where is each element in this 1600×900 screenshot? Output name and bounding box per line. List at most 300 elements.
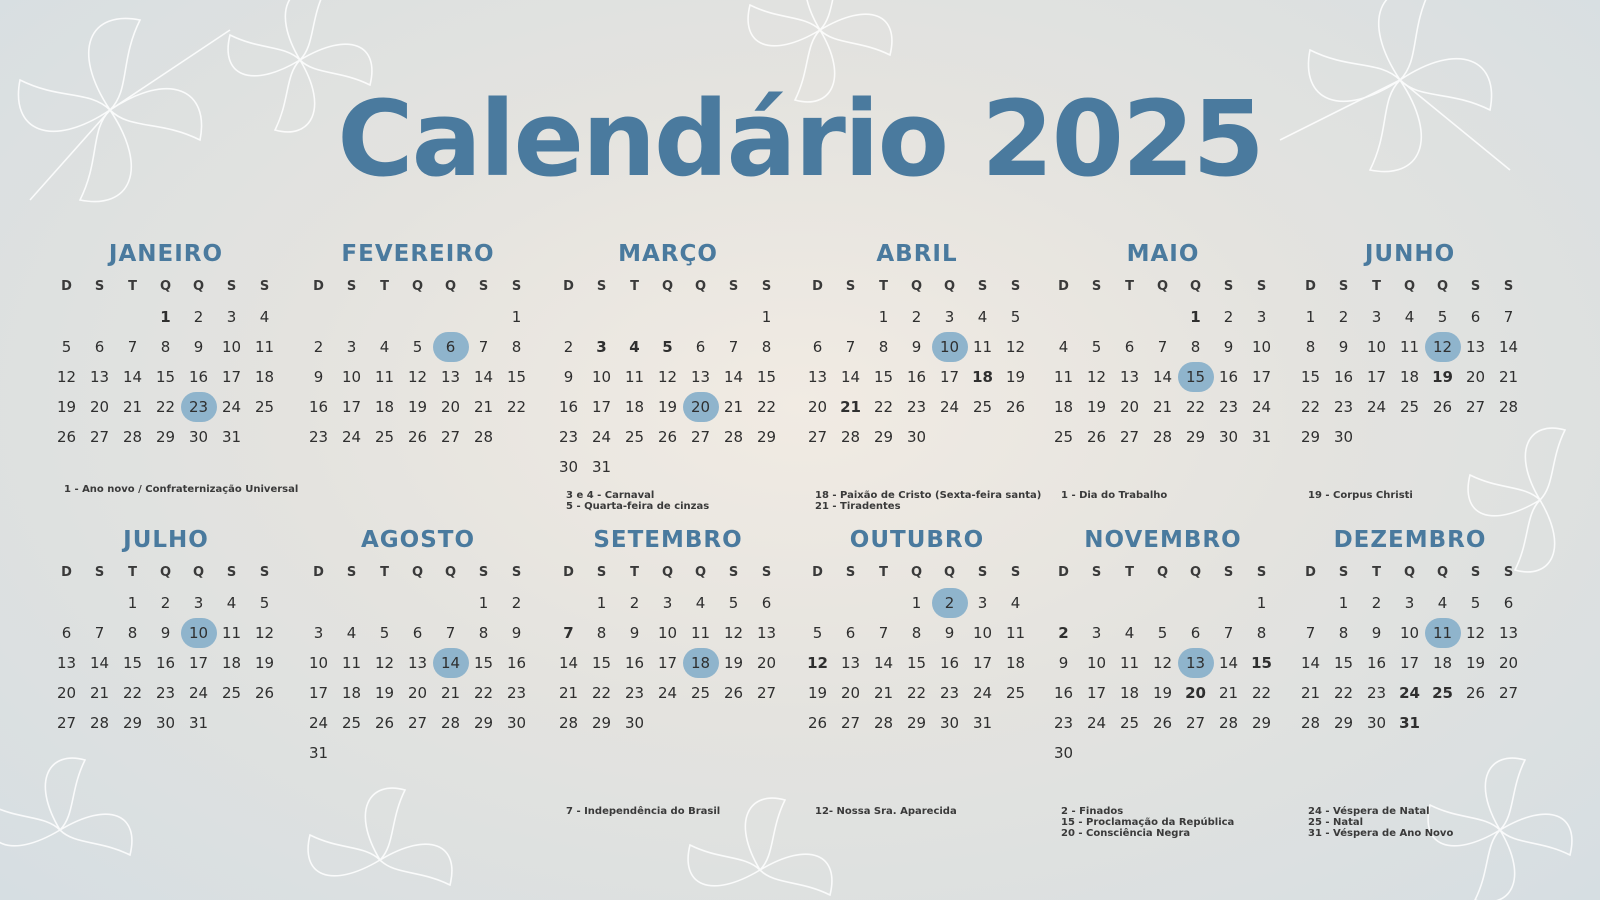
empty-cell <box>834 588 867 618</box>
weekday-label: Q <box>910 565 923 580</box>
day-cell: 27 <box>1185 714 1206 732</box>
day-cell: 17 <box>939 368 960 386</box>
day-cell: 14 <box>558 654 579 672</box>
day-cell: 30 <box>1333 428 1354 446</box>
day-cell: 26 <box>254 684 275 702</box>
weekday-label: T <box>128 565 137 580</box>
weekday-label: S <box>977 279 988 294</box>
day-cell: 18 <box>254 368 275 386</box>
holiday-notes <box>566 806 806 817</box>
day-grid <box>1047 558 1283 768</box>
weekday-label: S <box>478 279 489 294</box>
month-fevereiro <box>298 238 538 452</box>
day-cell: 15 <box>1300 368 1321 386</box>
holiday-note: 1 - Dia do Trabalho <box>1061 490 1168 501</box>
day-cell: 28 <box>473 428 494 446</box>
day-cell: 26 <box>1152 714 1173 732</box>
month-outubro <box>797 524 1037 738</box>
day-cell: 31 <box>221 428 242 446</box>
day-cell: 4 <box>346 624 357 642</box>
day-cell: 2 <box>629 594 640 612</box>
day-cell: 17 <box>1399 654 1420 672</box>
empty-cell <box>335 588 368 618</box>
day-cell: 15 <box>473 654 494 672</box>
day-cell: 25 <box>972 398 993 416</box>
day-cell: 28 <box>1218 714 1239 732</box>
day-cell: 6 <box>61 624 72 642</box>
day-cell: 21 <box>89 684 110 702</box>
weekday-label: S <box>596 279 607 294</box>
day-cell: 7 <box>127 338 138 356</box>
weekday-label: Q <box>1156 279 1169 294</box>
day-cell: 6 <box>1503 594 1514 612</box>
day-cell: 14 <box>723 368 744 386</box>
month-name: FEVEREIRO <box>341 241 495 267</box>
highlighted-day: 10 <box>182 618 215 648</box>
day-cell: 26 <box>657 428 678 446</box>
day-cell: 10 <box>308 654 329 672</box>
weekday-label: S <box>346 279 357 294</box>
day-cell: 2 <box>193 308 204 326</box>
day-cell: 23 <box>1218 398 1239 416</box>
day-cell: 28 <box>873 714 894 732</box>
day-cell: 14 <box>1152 368 1173 386</box>
holiday-day: 18 <box>972 368 993 386</box>
day-cell: 9 <box>911 338 922 356</box>
day-cell: 4 <box>695 594 706 612</box>
highlighted-day: 14 <box>434 648 467 678</box>
weekday-label: S <box>1223 565 1234 580</box>
day-cell: 2 <box>313 338 324 356</box>
empty-cell <box>467 302 500 332</box>
month-março <box>548 238 788 482</box>
day-cell: 25 <box>690 684 711 702</box>
weekday-label: Q <box>910 279 923 294</box>
day-cell: 14 <box>473 368 494 386</box>
day-cell: 30 <box>624 714 645 732</box>
day-cell: 29 <box>1251 714 1272 732</box>
day-cell: 21 <box>1152 398 1173 416</box>
day-cell: 3 <box>226 308 237 326</box>
day-cell: 30 <box>558 458 579 476</box>
day-cell: 14 <box>873 654 894 672</box>
day-cell: 23 <box>1366 684 1387 702</box>
holiday-note: 31 - Véspera de Ano Novo <box>1308 828 1454 839</box>
day-grid <box>1047 272 1283 452</box>
day-cell: 4 <box>226 594 237 612</box>
empty-cell <box>801 588 834 618</box>
day-cell: 19 <box>1005 368 1026 386</box>
day-cell: 9 <box>511 624 522 642</box>
weekday-label: S <box>845 279 856 294</box>
empty-cell <box>717 302 750 332</box>
highlighted-day: 20 <box>684 392 717 422</box>
day-cell: 1 <box>1338 594 1349 612</box>
day-cell: 21 <box>1218 684 1239 702</box>
weekday-label: S <box>761 565 772 580</box>
holiday-day: 21 <box>840 398 861 416</box>
day-cell: 10 <box>972 624 993 642</box>
empty-cell <box>302 302 335 332</box>
day-cell: 24 <box>188 684 209 702</box>
weekday-label: D <box>1058 279 1069 294</box>
day-cell: 10 <box>1251 338 1272 356</box>
day-cell: 26 <box>56 428 77 446</box>
day-cell: 17 <box>188 654 209 672</box>
weekday-label: Q <box>1403 565 1416 580</box>
weekday-label: S <box>1338 279 1349 294</box>
weekday-label: T <box>380 565 389 580</box>
month-junho <box>1290 238 1530 452</box>
day-grid <box>302 558 538 768</box>
weekday-label: S <box>1338 565 1349 580</box>
weekday-label: T <box>1372 565 1381 580</box>
day-cell: 2 <box>1223 308 1234 326</box>
holiday-day: 25 <box>1432 684 1453 702</box>
holiday-notes <box>815 490 1055 512</box>
day-cell: 28 <box>840 428 861 446</box>
empty-cell <box>401 302 434 332</box>
day-cell: 12 <box>1152 654 1173 672</box>
month-julho <box>46 524 286 738</box>
weekday-label: T <box>630 565 639 580</box>
day-cell: 23 <box>506 684 527 702</box>
day-cell: 21 <box>723 398 744 416</box>
day-cell: 26 <box>1086 428 1107 446</box>
empty-cell <box>83 302 116 332</box>
day-cell: 2 <box>160 594 171 612</box>
empty-cell <box>368 588 401 618</box>
day-cell: 27 <box>840 714 861 732</box>
day-cell: 15 <box>906 654 927 672</box>
weekday-label: D <box>563 279 574 294</box>
day-cell: 31 <box>1251 428 1272 446</box>
holiday-note: 7 - Independência do Brasil <box>566 806 721 817</box>
day-cell: 16 <box>939 654 960 672</box>
weekday-label: S <box>1256 279 1267 294</box>
day-cell: 19 <box>807 684 828 702</box>
day-cell: 7 <box>94 624 105 642</box>
holiday-note: 15 - Proclamação da República <box>1061 817 1235 828</box>
day-cell: 28 <box>1300 714 1321 732</box>
weekday-label: Q <box>694 565 707 580</box>
day-cell: 18 <box>341 684 362 702</box>
day-cell: 1 <box>511 308 522 326</box>
day-cell: 21 <box>473 398 494 416</box>
day-cell: 22 <box>122 684 143 702</box>
holiday-note: 12- Nossa Sra. Aparecida <box>815 806 957 817</box>
day-cell: 2 <box>1371 594 1382 612</box>
weekday-label: S <box>1091 279 1102 294</box>
day-cell: 22 <box>473 684 494 702</box>
month-name: SETEMBRO <box>593 527 743 553</box>
holiday-day: 5 <box>662 338 673 356</box>
highlighted-day: 2 <box>933 588 966 618</box>
holiday-day: 31 <box>1399 714 1420 732</box>
month-abril <box>797 238 1037 452</box>
day-cell: 16 <box>624 654 645 672</box>
month-name: AGOSTO <box>360 527 476 553</box>
day-cell: 25 <box>1119 714 1140 732</box>
weekday-label: D <box>61 565 72 580</box>
day-cell: 6 <box>695 338 706 356</box>
day-cell: 11 <box>972 338 993 356</box>
weekday-label: D <box>1058 565 1069 580</box>
day-cell: 31 <box>308 744 329 762</box>
day-cell: 19 <box>1152 684 1173 702</box>
day-cell: 24 <box>939 398 960 416</box>
day-cell: 17 <box>1251 368 1272 386</box>
day-cell: 8 <box>127 624 138 642</box>
day-cell: 31 <box>188 714 209 732</box>
day-cell: 9 <box>313 368 324 386</box>
day-cell: 5 <box>1091 338 1102 356</box>
day-cell: 9 <box>1223 338 1234 356</box>
empty-cell <box>585 302 618 332</box>
day-cell: 30 <box>939 714 960 732</box>
day-cell: 13 <box>89 368 110 386</box>
holiday-note: 20 - Consciência Negra <box>1061 828 1191 839</box>
day-cell: 13 <box>1119 368 1140 386</box>
highlighted-day: 11 <box>1426 618 1459 648</box>
weekday-label: T <box>1372 279 1381 294</box>
day-cell: 25 <box>1005 684 1026 702</box>
day-cell: 8 <box>878 338 889 356</box>
day-cell: 19 <box>407 398 428 416</box>
day-cell: 3 <box>977 594 988 612</box>
day-cell: 8 <box>761 338 772 356</box>
weekday-label: Q <box>1436 279 1449 294</box>
day-cell: 16 <box>1218 368 1239 386</box>
day-cell: 28 <box>122 428 143 446</box>
day-cell: 17 <box>972 654 993 672</box>
day-cell: 15 <box>506 368 527 386</box>
weekday-label: S <box>226 565 237 580</box>
day-cell: 9 <box>944 624 955 642</box>
day-cell: 8 <box>511 338 522 356</box>
holiday-notes <box>1308 490 1548 501</box>
holiday-note: 25 - Natal <box>1308 817 1364 828</box>
day-cell: 22 <box>873 398 894 416</box>
day-cell: 10 <box>341 368 362 386</box>
weekday-label: S <box>259 279 270 294</box>
day-cell: 18 <box>1399 368 1420 386</box>
holiday-note: 5 - Quarta-feira de cinzas <box>566 501 710 512</box>
day-cell: 25 <box>221 684 242 702</box>
empty-cell <box>368 302 401 332</box>
empty-cell <box>618 302 651 332</box>
day-cell: 12 <box>1086 368 1107 386</box>
day-cell: 27 <box>440 428 461 446</box>
month-janeiro <box>46 238 286 452</box>
empty-cell <box>401 588 434 618</box>
day-cell: 24 <box>591 428 612 446</box>
weekday-label: T <box>879 279 888 294</box>
day-cell: 3 <box>1404 594 1415 612</box>
day-cell: 8 <box>1256 624 1267 642</box>
empty-cell <box>83 588 116 618</box>
empty-cell <box>335 302 368 332</box>
day-cell: 7 <box>1305 624 1316 642</box>
day-cell: 6 <box>761 594 772 612</box>
day-cell: 13 <box>1465 338 1486 356</box>
day-cell: 15 <box>756 368 777 386</box>
day-cell: 11 <box>1119 654 1140 672</box>
holiday-day: 4 <box>629 338 640 356</box>
day-cell: 16 <box>906 368 927 386</box>
weekday-label: D <box>313 565 324 580</box>
day-cell: 7 <box>1503 308 1514 326</box>
day-cell: 29 <box>756 428 777 446</box>
weekday-label: D <box>812 565 823 580</box>
weekday-label: S <box>346 565 357 580</box>
empty-cell <box>50 302 83 332</box>
weekday-label: S <box>1091 565 1102 580</box>
month-name: MARÇO <box>618 241 718 267</box>
day-cell: 11 <box>624 368 645 386</box>
day-cell: 28 <box>1498 398 1519 416</box>
day-cell: 1 <box>596 594 607 612</box>
day-cell: 25 <box>374 428 395 446</box>
day-cell: 4 <box>977 308 988 326</box>
holiday-day: 12 <box>807 654 828 672</box>
weekday-label: Q <box>694 279 707 294</box>
day-cell: 24 <box>1251 398 1272 416</box>
day-cell: 20 <box>807 398 828 416</box>
day-cell: 3 <box>346 338 357 356</box>
highlighted-day: 15 <box>1179 362 1212 392</box>
month-name: JULHO <box>123 527 209 553</box>
day-cell: 6 <box>94 338 105 356</box>
weekday-label: S <box>1256 565 1267 580</box>
weekday-label: S <box>1470 279 1481 294</box>
day-cell: 16 <box>188 368 209 386</box>
day-cell: 29 <box>1185 428 1206 446</box>
empty-cell <box>867 588 900 618</box>
weekday-label: Q <box>159 565 172 580</box>
weekday-label: D <box>812 279 823 294</box>
weekday-label: Q <box>1189 565 1202 580</box>
day-cell: 12 <box>1005 338 1026 356</box>
day-cell: 27 <box>756 684 777 702</box>
day-cell: 7 <box>445 624 456 642</box>
highlighted-day: 18 <box>684 648 717 678</box>
day-cell: 5 <box>379 624 390 642</box>
weekday-label: Q <box>444 279 457 294</box>
highlighted-day: 6 <box>434 332 467 362</box>
weekday-label: Q <box>411 279 424 294</box>
day-cell: 15 <box>122 654 143 672</box>
day-cell: 8 <box>911 624 922 642</box>
holiday-note: 1 - Ano novo / Confraternização Universal <box>64 484 299 495</box>
holiday-note: 3 e 4 - Carnaval <box>566 490 655 501</box>
month-maio <box>1043 238 1283 452</box>
day-cell: 9 <box>1058 654 1069 672</box>
empty-cell <box>116 302 149 332</box>
day-cell: 11 <box>374 368 395 386</box>
empty-cell <box>50 588 83 618</box>
holiday-day: 1 <box>160 308 171 326</box>
day-grid <box>552 558 788 738</box>
day-cell: 8 <box>1190 338 1201 356</box>
highlighted-day: 23 <box>182 392 215 422</box>
day-cell: 7 <box>845 338 856 356</box>
day-cell: 26 <box>723 684 744 702</box>
weekday-label: S <box>478 565 489 580</box>
holiday-note: 2 - Finados <box>1061 806 1124 817</box>
day-cell: 6 <box>845 624 856 642</box>
day-cell: 4 <box>1404 308 1415 326</box>
day-cell: 2 <box>911 308 922 326</box>
day-cell: 1 <box>878 308 889 326</box>
day-cell: 17 <box>341 398 362 416</box>
day-cell: 23 <box>624 684 645 702</box>
month-name: MAIO <box>1126 241 1200 267</box>
day-cell: 18 <box>374 398 395 416</box>
holiday-notes <box>1061 490 1301 501</box>
day-cell: 7 <box>478 338 489 356</box>
day-cell: 1 <box>127 594 138 612</box>
month-setembro <box>548 524 788 738</box>
day-cell: 9 <box>160 624 171 642</box>
day-cell: 18 <box>1053 398 1074 416</box>
day-cell: 2 <box>511 594 522 612</box>
day-cell: 29 <box>906 714 927 732</box>
empty-cell <box>1146 588 1179 618</box>
day-cell: 8 <box>478 624 489 642</box>
day-cell: 21 <box>1498 368 1519 386</box>
day-cell: 8 <box>1305 338 1316 356</box>
day-cell: 29 <box>155 428 176 446</box>
highlighted-day: 12 <box>1426 332 1459 362</box>
weekday-label: S <box>259 565 270 580</box>
day-cell: 2 <box>1338 308 1349 326</box>
weekday-label: S <box>1503 565 1514 580</box>
day-cell: 7 <box>1157 338 1168 356</box>
day-cell: 29 <box>122 714 143 732</box>
holiday-note: 19 - Corpus Christi <box>1308 490 1413 501</box>
holiday-day: 7 <box>563 624 574 642</box>
weekday-label: Q <box>943 565 956 580</box>
day-cell: 6 <box>412 624 423 642</box>
month-name: JUNHO <box>1364 241 1456 267</box>
day-cell: 23 <box>906 398 927 416</box>
day-cell: 12 <box>723 624 744 642</box>
day-cell: 5 <box>1437 308 1448 326</box>
day-cell: 10 <box>1399 624 1420 642</box>
day-cell: 4 <box>259 308 270 326</box>
holiday-day: 3 <box>596 338 607 356</box>
weekday-label: S <box>845 565 856 580</box>
weekday-label: Q <box>1436 565 1449 580</box>
weekday-label: S <box>1470 565 1481 580</box>
weekday-label: Q <box>661 279 674 294</box>
day-cell: 18 <box>1432 654 1453 672</box>
day-cell: 22 <box>906 684 927 702</box>
month-name: OUTUBRO <box>849 527 985 553</box>
day-cell: 12 <box>657 368 678 386</box>
day-cell: 30 <box>1366 714 1387 732</box>
day-cell: 22 <box>591 684 612 702</box>
day-cell: 3 <box>1256 308 1267 326</box>
weekday-label: S <box>1223 279 1234 294</box>
holiday-notes <box>1308 806 1548 839</box>
weekday-label: S <box>728 565 739 580</box>
weekday-label: T <box>380 279 389 294</box>
weekday-label: Q <box>1156 565 1169 580</box>
day-cell: 13 <box>690 368 711 386</box>
day-cell: 13 <box>756 624 777 642</box>
